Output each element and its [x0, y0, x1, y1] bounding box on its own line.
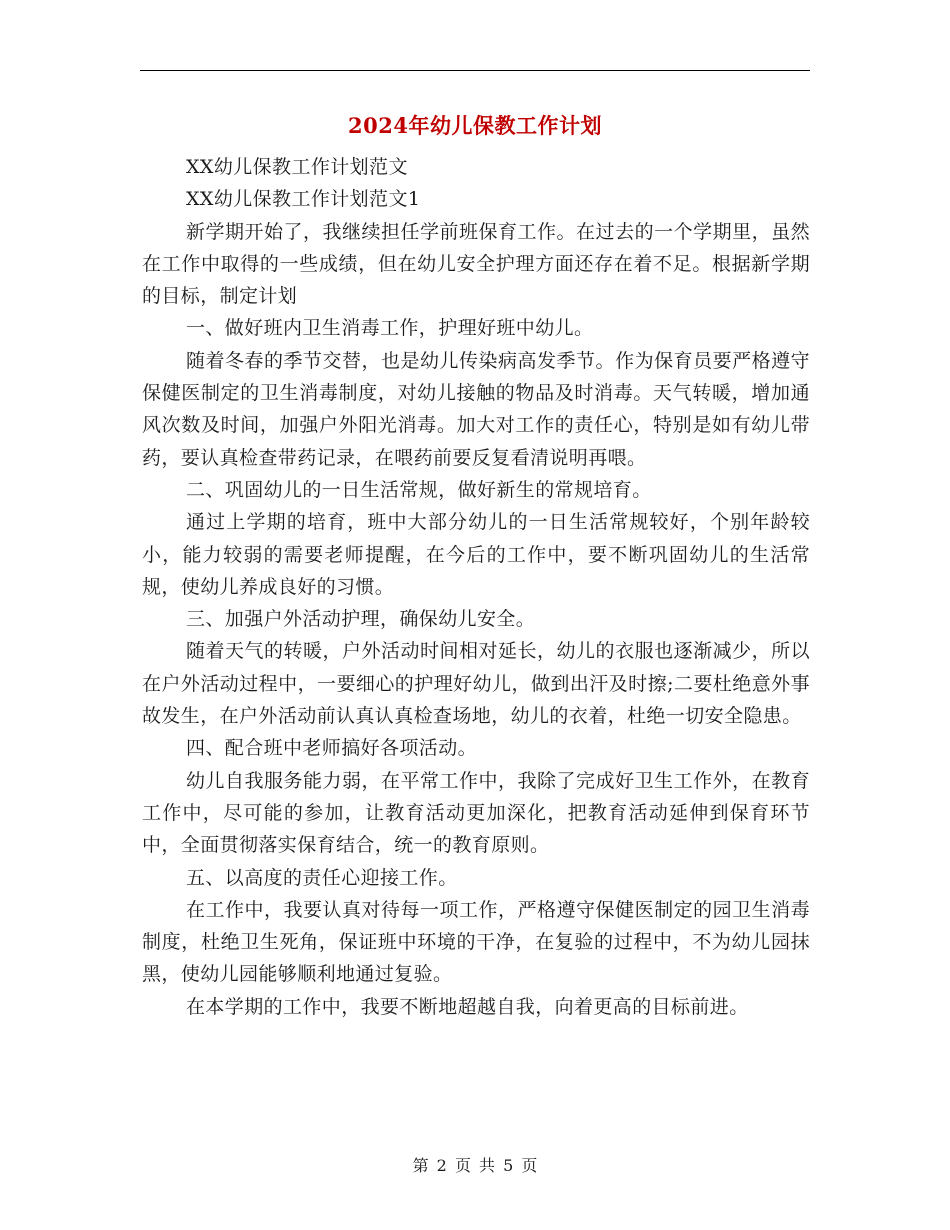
section-heading: 一、做好班内卫生消毒工作，护理好班中幼儿。: [186, 317, 594, 340]
header-rule: [140, 70, 810, 71]
paragraph: 在本学期的工作中，我要不断地超越自我，向着更高的目标前进。: [186, 995, 749, 1018]
paragraph: XX幼儿保教工作计划范文: [186, 156, 408, 178]
section-heading: 三、加强户外活动护理，确保幼儿安全。: [186, 608, 536, 631]
document-title: 2024年幼儿保教工作计划: [348, 113, 602, 138]
page-number: 第 2 页 共 5 页: [412, 1156, 538, 1175]
paragraph: 新学期开始了，我继续担任学前班保育工作。在过去的一个学期里，虽然在工作中取得的一些成绩，但在幼儿安全护理方面还存在着不足。根据新学期的目标，制定计划: [142, 220, 810, 308]
document-body: [142, 151, 810, 1023]
paragraph: 通过上学期的培育，班中大部分幼儿的一日生活常规较好，个别年龄较小，能力较弱的需要老师提醒，在今后的工作中，要不断巩固幼儿的生活常规，使幼儿养成良好的习惯。: [142, 511, 810, 598]
paragraph: 幼儿自我服务能力弱，在平常工作中，我除了完成好卫生工作外，在教育工作中，尽可能的参加，让教育活动更加深化，把教育活动延伸到保育环节中，全面贯彻落实保育结合，统一的教育原则。: [142, 769, 810, 857]
paragraph: 随着天气的转暖，户外活动时间相对延长，幼儿的衣服也逐渐减少，所以在户外活动过程中，一要细心的护理好幼儿，做到出汗及时擦;二要杜绝意外事故发生，在户外活动前认真认真检查场地，幼儿的衣着，杜绝一切安全隐患。: [142, 640, 810, 728]
section-heading: 四、配合班中老师搞好各项活动。: [186, 737, 478, 760]
section-heading: 五、以高度的责任心迎接工作。: [186, 866, 458, 889]
section-heading: 二、巩固幼儿的一日生活常规，做好新生的常规培育。: [186, 478, 652, 501]
paragraph: 随着冬春的季节交替，也是幼儿传染病高发季节。作为保育员要严格遵守保健医制定的卫生消毒制度，对幼儿接触的物品及时消毒。天气转暖，增加通风次数及时间，加强户外阳光消毒。加大对工作的责任心，特别是如有幼儿带药，要认真检查带药记录，在喂药前要反复看清说明再喂。: [142, 349, 810, 469]
paragraph: 在工作中，我要认真对待每一项工作，严格遵守保健医制定的园卫生消毒制度，杜绝卫生死角，保证班中环境的干净，在复验的过程中，不为幼儿园抹黑，使幼儿园能够顺利地通过复验。: [142, 898, 810, 986]
paragraph: XX幼儿保教工作计划范文1: [186, 188, 421, 211]
